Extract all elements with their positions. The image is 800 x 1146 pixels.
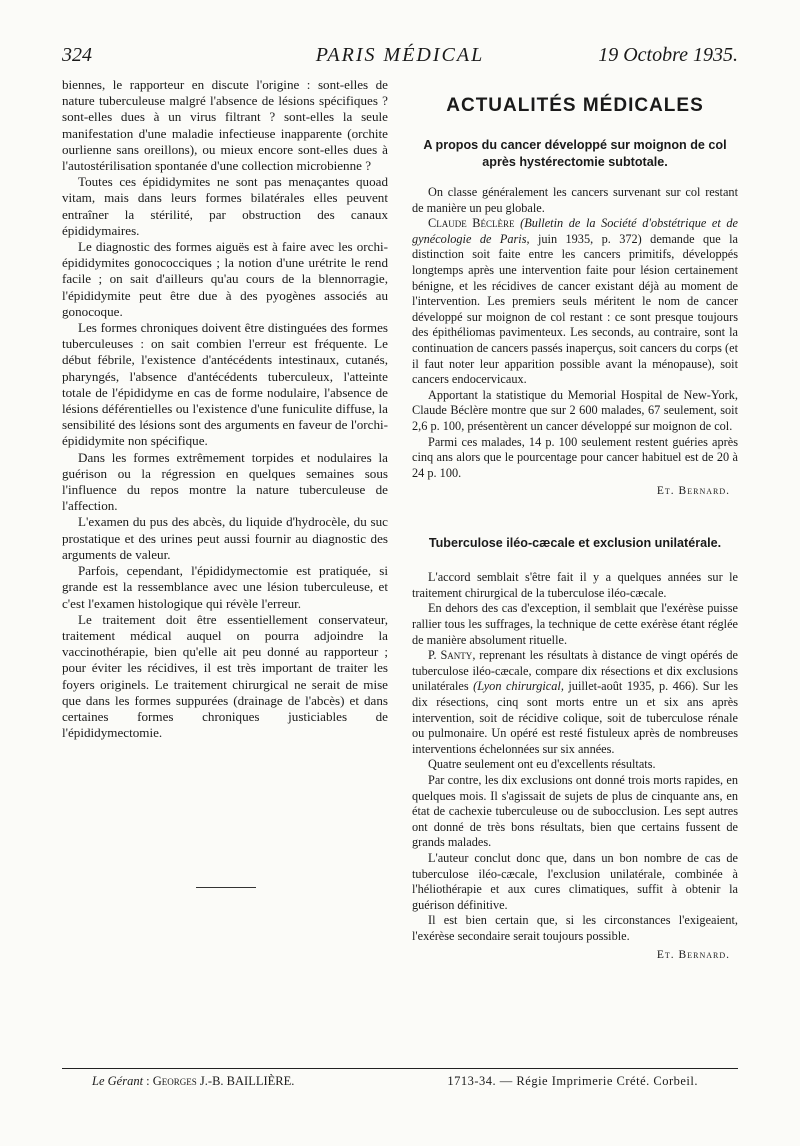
paragraph-text: juillet-août 1935, p. 466). Sur les dix résections, cinq sont morts entre un et six ans après intervention, soit de récidive colique, soit de tuberculose rénale ou pulmonaire. Un opéré est resté fistuleux après de nombreuses interventions échelonnées sur six années.	[412, 679, 738, 756]
left-column	[62, 77, 388, 741]
manager-name: : Georges J.-B. BAILLIÈRE.	[143, 1074, 295, 1088]
paragraph: Le diagnostic des formes aiguës est à faire avec les orchi-épididymites gonococciques ; la notion d'une urétrite le rend facile ; on sait d'ailleurs qu'au cours de la blennorragie, l'épididymite peut être due à des pyogènes associés au gonocoque.	[62, 239, 388, 319]
paragraph: Toutes ces épididymites ne sont pas menaçantes quoad vitam, mais dans leurs formes bilatérales elles peuvent entraîner la stérilité, par obstruction des canaux épididymaires.	[62, 174, 388, 238]
paragraph: Il est bien certain que, si les circonstances l'exigeaient, l'exérèse secondaire serait toujours possible.	[412, 913, 738, 943]
issue-date: 19 Octobre 1935.	[598, 44, 738, 66]
article-signature: Et. Bernard.	[656, 948, 730, 961]
paragraph: biennes, le rapporteur en discute l'origine : sont-elles de nature tuberculeuse malgré l'absence de lésions spécifiques ? sont-elles dues à un virus filtrant ? sont-elles la seule manifestation d'une maladie infectieuse inapparente (orchite ourlienne sans oreillons), ou mieux encore sont-elles dues à l'autostérilisation spontanée d'une collection microbienne ?	[62, 77, 388, 174]
printer-credit: 1713-34. — Régie Imprimerie Crété. Corbeil.	[447, 1074, 698, 1088]
paragraph: Parfois, cependant, l'épididymectomie est pratiquée, si grande est la ressemblance avec une lésion tuberculeuse, et c'est l'examen histologique qui révèle l'erreur.	[62, 563, 388, 611]
author-name: Claude Béclère	[428, 216, 515, 231]
paragraph-text: , reprenant les résultats à distance de vingt opérés de tuberculose iléo-cæcale, compare dix résections et dix exclusions unilatérales	[412, 648, 739, 694]
publisher-credit	[92, 1074, 294, 1089]
paragraph: En dehors des cas d'exception, il semblait que l'exérèse puisse rallier tous les suffrages, la technique de cette exérèse étant réglée de manière absolument rituelle.	[412, 601, 738, 647]
page-number: 324	[62, 44, 92, 66]
page-footer	[62, 1074, 738, 1092]
paragraph: L'examen du pus des abcès, du liquide d'hydrocèle, du suc prostatique et des urines peut aussi fournir au diagnostic des arguments de valeur.	[62, 514, 388, 562]
paragraph: On classe généralement les cancers survenant sur col restant de manière un peu globale.	[412, 185, 738, 215]
citation: (Bulletin de la Société d'obstétrique et de gynécologie de Paris,	[412, 216, 738, 246]
citation: (Lyon chirurgical,	[473, 679, 564, 694]
running-head	[62, 44, 738, 70]
journal-title: PARIS MÉDICAL	[315, 44, 485, 66]
manager-label: Le Gérant	[92, 1074, 144, 1088]
right-column	[412, 77, 738, 961]
article-title: A propos du cancer développé sur moignon de col après hystérectomie subtotale.	[423, 138, 727, 169]
paragraph-text: juin 1935, p. 372) demande que la distinction soit faite entre les cancers primitifs, développés longtemps après une intervention faite pour lésion certainement bénigne, et les récidives de cancer existant déjà au moment de l'intervention. Les premiers seuls méritent le nom de cancer développé sur moignon de col restant : ce sont presque toujours des épithéliomas pavimenteux. Les seconds, au contraire, sont la continuation de cancers passés inaperçus, soit cancers du corps (et il faut noter leur apparition possible avant la ménopause), soit cancers endocervicaux.	[412, 231, 739, 387]
paragraph: Les formes chroniques doivent être distinguées des formes tuberculeuses : on sait combien l'erreur est fréquente. Le début fébrile, l'existence d'antécédents intestinaux, cutanés, pharyngés, l'absence d'antécédents tuberculeux, l'atteinte totale de l'épididyme en cas de forme nodulaire, l'absence de lésions déférentielles ou l'existence d'une funiculite diffuse, la sensibilité des lésions sont des arguments en faveur de l'orchi-épididymite non spécifique.	[62, 320, 388, 449]
author-name: P. Santy	[428, 648, 473, 663]
paragraph: Quatre seulement ont eu d'excellents résultats.	[428, 757, 656, 772]
paragraph: Apportant la statistique du Memorial Hospital de New-York, Claude Béclère montre que sur 2 600 malades, 67 seulement, soit 2,6 p. 100, présentèrent un cancer développé sur moignon de col.	[412, 387, 738, 433]
article-title: Tuberculose iléo-cæcale et exclusion unilatérale.	[428, 536, 722, 551]
paragraph: Le traitement doit être essentiellement conservateur, traitement médical auquel on pourra adjoindre la vaccinothérapie, bien qu'elle ait peu donné au rapporteur ; pour éviter les récidives, il est très important de traiter les foyers originels. Le traitement chirurgical ne serait de mise que dans les formes suppurées (drainage de l'abcès) et dans certaines formes chroniques justiciables de l'épididymectomie.	[62, 611, 388, 741]
article-signature: Et. Bernard.	[656, 485, 730, 498]
paragraph: L'auteur conclut donc que, dans un bon nombre de cas de tuberculose iléo-cæcale, l'exclusion unilatérale, combinée à l'héliothérapie et aux cures climatiques, suffit à obtenir la guérison définitive.	[412, 850, 738, 912]
paragraph	[412, 216, 738, 388]
column-end-rule	[196, 887, 256, 888]
footer-rule	[62, 1068, 738, 1069]
paragraph: Par contre, les dix exclusions ont donné trois morts rapides, en quelques mois. Il s'agissait de sujets de plus de cinquante ans, en état de cachexie tuberculeuse ou de subocclusion. Les sept autres ont donné de très bons résultats, bien que certains fussent de grands malades.	[412, 773, 738, 850]
paragraph: Parmi ces malades, 14 p. 100 seulement restent guéries après cinq ans alors que le pourcentage pour cancer habituel est de 20 à 24 p. 100.	[412, 434, 738, 480]
section-title: ACTUALITÉS MÉDICALES	[446, 95, 704, 116]
paragraph: L'accord semblait s'être fait il y a quelques années sur le traitement chirurgical de la tuberculose iléo-cæcale.	[412, 570, 738, 600]
paragraph	[412, 648, 738, 757]
paragraph: Dans les formes extrêmement torpides et nodulaires la guérison ou la régression en quelques semaines sous l'influence du repos montre la nature tuberculeuse de l'affection.	[62, 449, 388, 514]
